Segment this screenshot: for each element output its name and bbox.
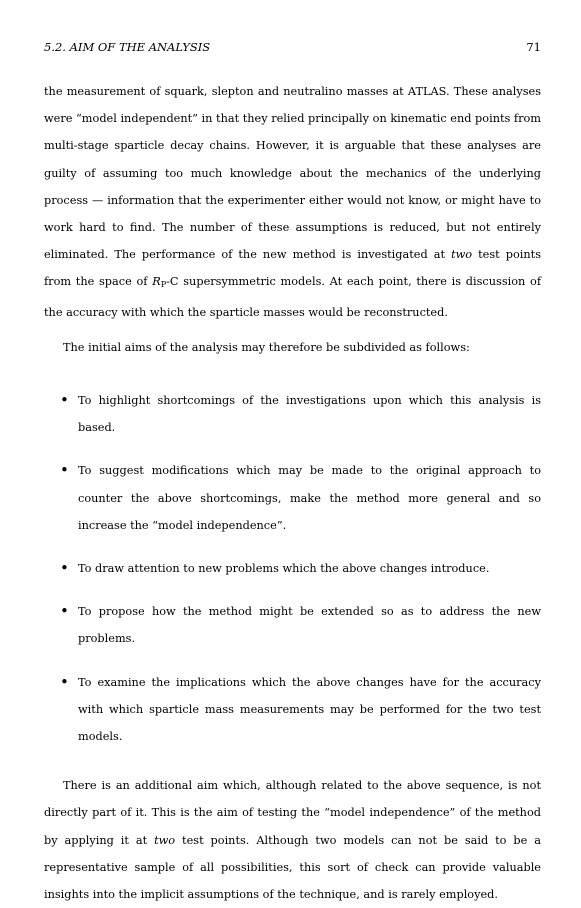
page (44, 40, 541, 908)
section-title: 5.2. AIM OF THE ANALYSIS (44, 40, 211, 54)
paragraph-1-text-c: -C supersymmetric models. At each point, there is discussion of the accuracy with which the sparticle masses would be reconstructed. (44, 275, 541, 319)
aim-item: • To draw attention to new problems which the above changes introduce. (44, 555, 541, 582)
running-header (44, 40, 541, 60)
paragraph-2: The initial aims of the analysis may therefore be subdivided as follows: (63, 340, 470, 354)
paragraph-1-text-b: test points from the space of (44, 248, 541, 289)
body-text (44, 78, 541, 908)
aim-item: • To examine the implications which the above changes have for the accuracy with which sparticle mass measurements may be performed for the two test models. (44, 669, 541, 751)
aim-item: • To highlight shortcomings of the investigations upon which this analysis is based. (44, 387, 541, 441)
aims-list (44, 387, 541, 750)
paragraph-1 (44, 78, 541, 326)
paragraph-1-emphasis: two (451, 248, 473, 262)
paragraph-3 (44, 772, 541, 908)
page-number: 71 (526, 40, 541, 54)
aim-item: • To propose how the method might be extended so as to address the new problems. (44, 598, 541, 652)
rp-symbol: $R_P$ (152, 275, 167, 290)
paragraph-3-text-b: test points. Although two models can not be said to be a representative sample of all possibilities, this sort of check can provide valuable insights into the implicit assumptions of the technique, and is rarely employed. (44, 833, 541, 902)
aim-item: • To suggest modifications which may be made to the original approach to counter the above shortcomings, make the method more general and so increase the “model independence”. (44, 457, 541, 539)
paragraph-3-emphasis: two (154, 833, 176, 847)
paragraph-3-text-a: There is an additional aim which, although related to the above sequence, is not directly part of it. This is the aim of testing the “model independence” of the method by applying it at (44, 779, 541, 847)
paragraph-1-text-a: the measurement of squark, slepton and neutralino masses at ATLAS. These analyses were “model independent” in that they relied principally on kinematic end points from multi-stage sparticle decay chains. However, it is arguable that these analyses are guilty of assuming too much knowledge about the mechanics of the underlying process — information that the experimenter either would not know, or might have to work hard to find. The number of these assumptions is reduced, but not entirely eliminated. The performance of the new method is investigated at (44, 85, 541, 262)
